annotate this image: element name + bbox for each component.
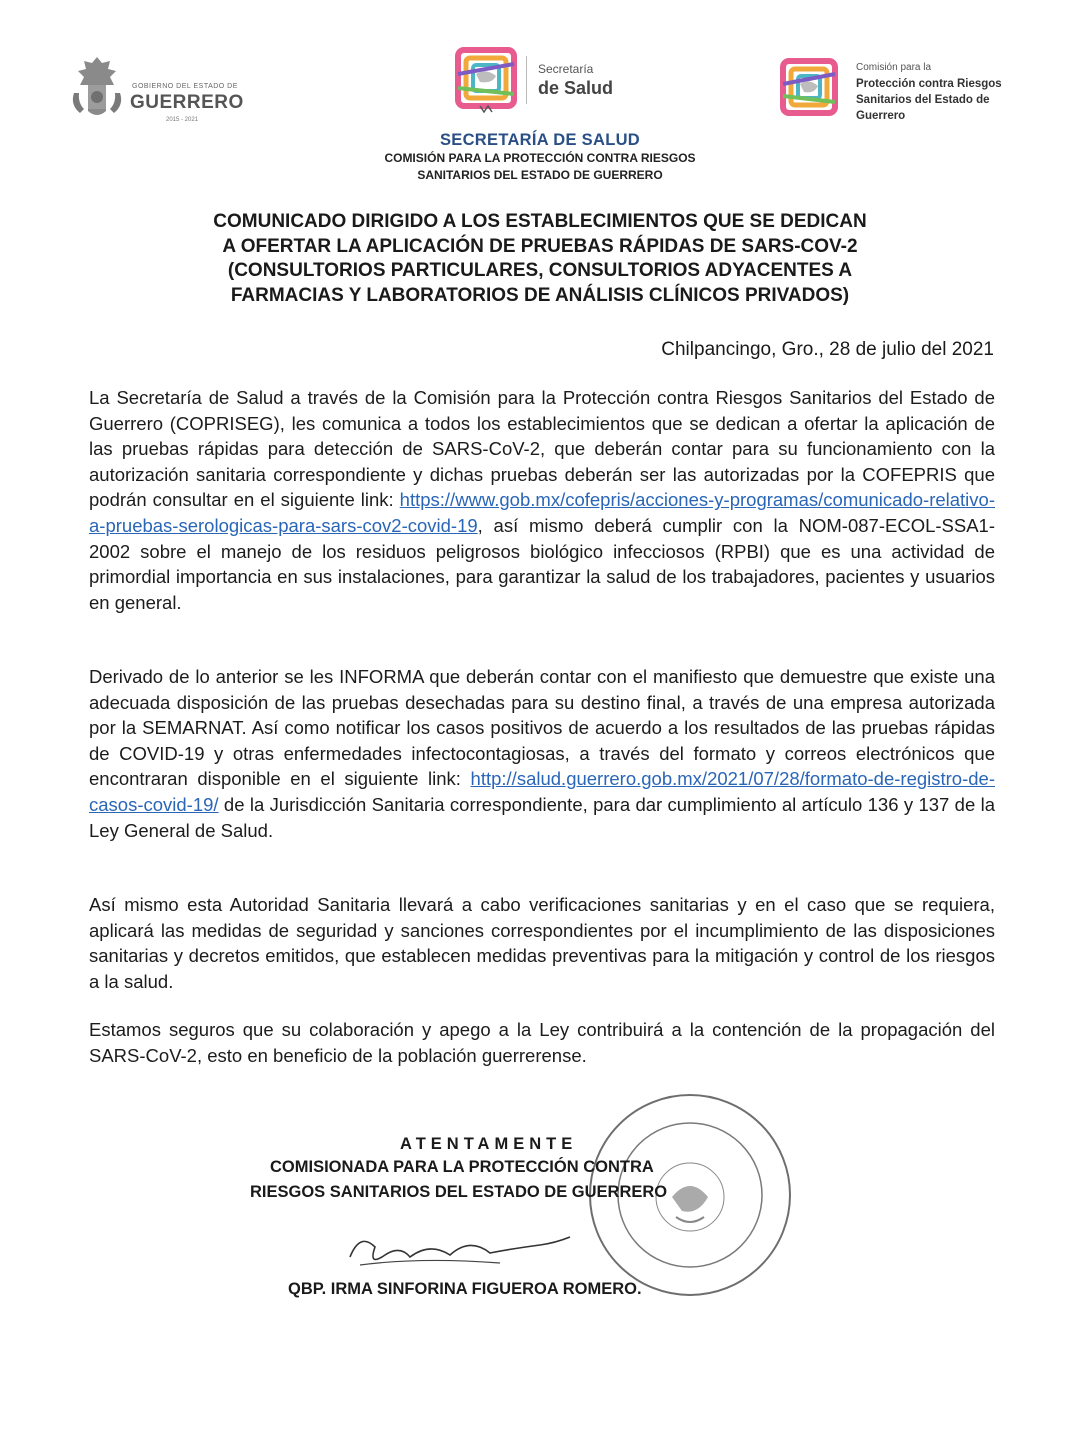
copriseg-line4: Guerrero	[856, 110, 906, 122]
guerrero-shield-icon	[70, 55, 124, 121]
copriseg-logo	[778, 56, 1048, 126]
salud-line2: de Salud	[538, 78, 614, 98]
document-header	[0, 130, 1080, 184]
salud-line1: Secretaría	[538, 62, 594, 76]
paragraph-1-text-b: , así mismo deberá cumplir con la NOM-087-ECOL-SSA1-2002 sobre el manejo de los residuos peligrosos biológico infecciosos (RPBI) que es una actividad de primordial importancia en sus instalaciones, para garantizar la salud de los trabajadores, pacientes y usuarios en general.	[89, 514, 995, 613]
paragraph-1	[89, 385, 995, 615]
gobierno-small-label: GOBIERNO DEL ESTADO DE	[132, 83, 238, 90]
logo-bar	[0, 0, 1080, 135]
paragraph-4: Estamos seguros que su colaboración y apego a la Ley contribuirá a la contención de la propagación del SARS-CoV-2, esto en beneficio de la población guerrerense.	[89, 1019, 995, 1066]
gobierno-years: 2015 - 2021	[166, 117, 199, 123]
copriseg-line2: Protección contra Riesgos	[856, 78, 1002, 90]
subject-line-1: COMUNICADO DIRIGIDO A LOS ESTABLECIMIENTOS QUE SE DEDICAN	[213, 211, 867, 232]
copriseg-text	[856, 60, 1002, 124]
document-date: Chilpancingo, Gro., 28 de julio del 2021	[661, 339, 994, 360]
signer-name: QBP. IRMA SINFORINA FIGUEROA ROMERO.	[288, 1280, 642, 1298]
atentamente-label: ATENTAMENTE	[400, 1135, 578, 1153]
communique-subject	[140, 210, 940, 308]
paragraph-2-text-b: de la Jurisdicción Sanitaria correspondiente, para dar cumplimiento al artículo 136 y 137 de la Ley General de Salud.	[89, 793, 995, 841]
paragraph-1-text-a: La Secretaría de Salud a través de la Comisión para la Protección contra Riesgos Sanitarios del Estado de Guerrero (COPRISEG), les comunica a todos los establecimientos que se dedican a ofertar la aplicación de las pruebas rápidas para detección de SARS-CoV-2, que deberán contar para su funcionamiento con la autorización sanitaria correspondiente y dichas pruebas deberán ser las autorizadas por la COFEPRIS que podrán consultar en el siguiente link:	[89, 387, 995, 511]
gobierno-name: GUERRERO	[130, 92, 244, 113]
signer-title-line1: COMISIONADA PARA LA PROTECCIÓN CONTRA	[270, 1158, 654, 1176]
header-sub2: SANITARIOS DEL ESTADO DE GUERRERO	[417, 168, 663, 182]
handwritten-signature	[340, 1227, 580, 1277]
subject-line-2: A OFERTAR LA APLICACIÓN DE PRUEBAS RÁPIDAS DE SARS-COV-2	[222, 235, 858, 257]
paragraph-2-text-a: Derivado de lo anterior se les INFORMA que deberán contar con el manifiesto que demuestre que existe una adecuada disposición de las pruebas desechadas para su destino final, a través de una empresa autorizada por la SEMARNAT. Así como notificar los casos positivos de acuerdo a los resultados de las pruebas rápidas de COVID-19 y otras enfermedades infectocontagiosas, a través del formato y correos electrónicos que encontraran disponible en el siguiente link:	[89, 666, 995, 790]
salud-emblem-icon	[452, 44, 520, 114]
salud-divider	[526, 56, 527, 104]
copriseg-line3: Sanitarios del Estado de	[856, 94, 990, 106]
subject-line-4: FARMACIAS Y LABORATORIOS DE ANÁLISIS CLÍNICOS PRIVADOS)	[230, 284, 850, 306]
subject-line-3: (CONSULTORIOS PARTICULARES, CONSULTORIOS ADYACENTES A	[227, 260, 853, 281]
paragraph-3: Así mismo esta Autoridad Sanitaria llevará a cabo verificaciones sanitarias y en el caso que se requiera, aplicará las medidas de seguridad y sanciones correspondientes por el incumplimiento de las disposiciones sanitarias y decretos emitidos, que establecen medidas preventivas para la mitigación y control de los riesgos a la salud.	[89, 894, 995, 992]
secretaria-salud-logo	[452, 44, 632, 124]
copriseg-line1: Comisión para la	[856, 62, 932, 73]
signer-title-line2: RIESGOS SANITARIOS DEL ESTADO DE GUERRERO	[250, 1183, 668, 1201]
registro-casos-link[interactable]: http://salud.guerrero.gob.mx/2021/07/28/formato-de-registro-de-casos-covid-19/	[89, 768, 995, 815]
header-sub1: COMISIÓN PARA LA PROTECCIÓN CONTRA RIESGOS	[384, 151, 696, 165]
paragraph-2	[89, 664, 995, 843]
header-title: SECRETARÍA DE SALUD	[439, 131, 641, 149]
copriseg-emblem-icon	[778, 56, 842, 118]
gobierno-guerrero-logo	[70, 55, 260, 125]
cofepris-link[interactable]: https://www.gob.mx/cofepris/acciones-y-programas/comunicado-relativo-a-pruebas-serologicas-para-sars-cov2-covid-19	[89, 489, 995, 536]
